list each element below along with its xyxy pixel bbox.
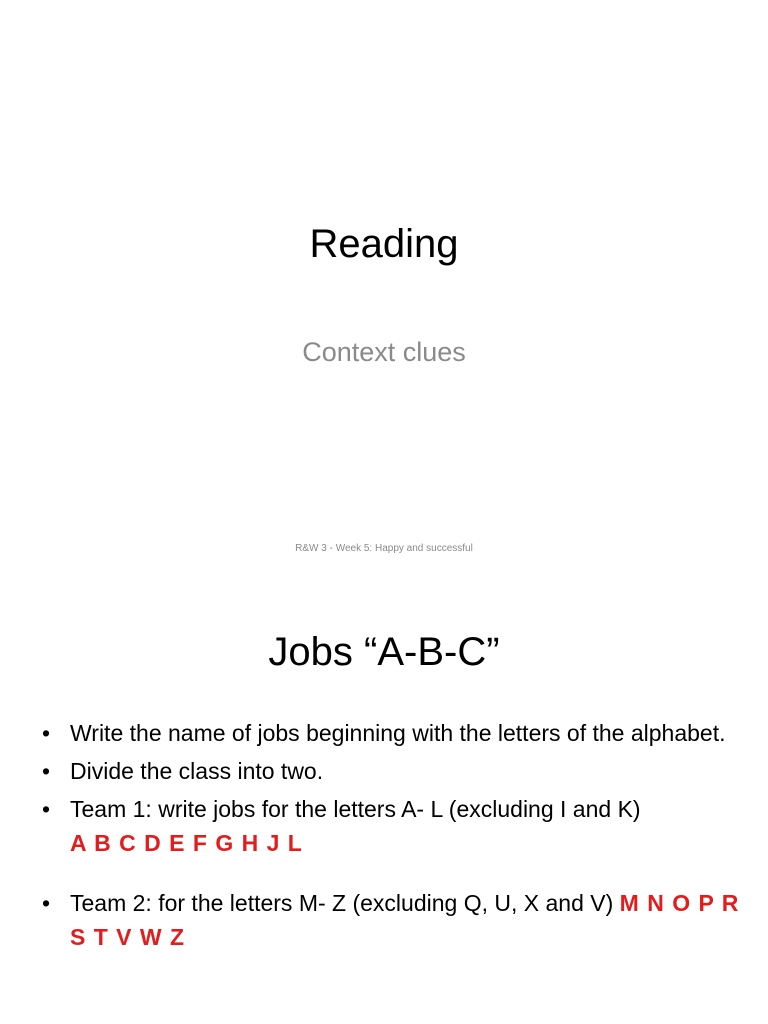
bullet-item <box>40 716 740 750</box>
highlighted-letters: M N O P R S T V W Z <box>70 890 740 950</box>
bullet-item <box>40 792 740 860</box>
content-slide <box>0 576 768 1024</box>
slide-footer: R&W 3 - Week 5: Happy and successful <box>295 543 473 554</box>
bullet-icon: • <box>42 796 51 822</box>
slide-subtitle: Context clues <box>302 337 466 367</box>
bullet-icon: • <box>42 890 51 916</box>
bullet-icon: • <box>42 758 51 784</box>
bullet-text: Divide the class into two. <box>70 758 324 784</box>
bullet-icon: • <box>42 720 51 746</box>
bullet-item <box>40 886 740 954</box>
highlighted-letters: A B C D E F G H J L <box>70 830 303 856</box>
bullet-text: Team 2: for the letters M- Z (excluding Q, U, X and V) <box>70 890 614 916</box>
slide-title: Reading <box>309 222 459 266</box>
bullet-item <box>40 754 740 788</box>
slide-title: Jobs “A-B-C” <box>268 630 500 674</box>
bullet-list <box>40 716 740 958</box>
bullet-text: Team 1: write jobs for the letters A- L (excluding I and K) <box>70 796 641 822</box>
bullet-text: Write the name of jobs beginning with the letters of the alphabet. <box>70 720 726 746</box>
